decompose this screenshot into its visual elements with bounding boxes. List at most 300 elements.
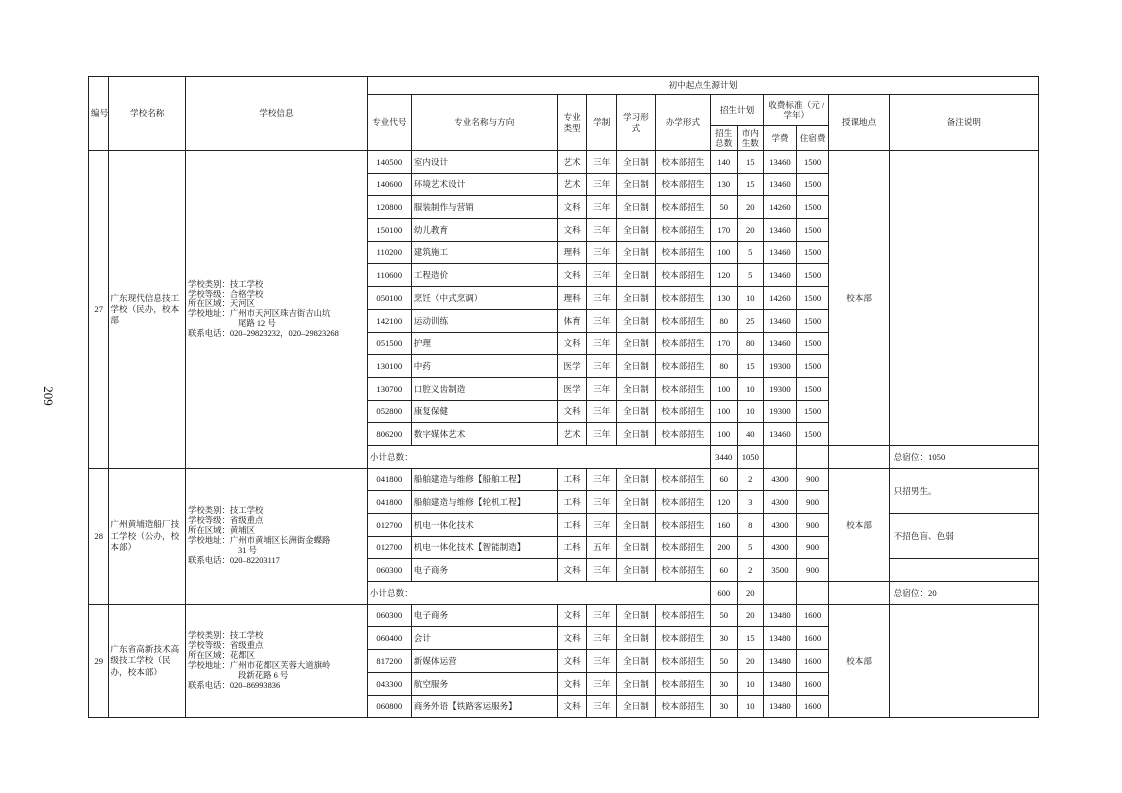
run-form: 校本部招生 bbox=[655, 264, 710, 287]
major-type: 工科 bbox=[557, 491, 587, 514]
dorm-fee: 1500 bbox=[796, 400, 829, 423]
major-code: 012700 bbox=[367, 536, 411, 559]
run-form: 校本部招生 bbox=[655, 377, 710, 400]
major-code: 110600 bbox=[367, 264, 411, 287]
table-row bbox=[89, 604, 1039, 627]
school-info-line: 学校地址：广州市花都区芙蓉大道旗岭 bbox=[188, 660, 331, 670]
dorm-fee: 1500 bbox=[796, 309, 829, 332]
duration: 三年 bbox=[587, 604, 617, 627]
major-type: 文科 bbox=[557, 332, 587, 355]
run-form: 校本部招生 bbox=[655, 695, 710, 718]
tuition: 13460 bbox=[764, 151, 797, 174]
major-name: 服装制作与营销 bbox=[411, 196, 557, 219]
enroll-total: 50 bbox=[710, 196, 737, 219]
subtotal-empty bbox=[829, 445, 889, 468]
duration: 三年 bbox=[587, 559, 617, 582]
major-code: 060300 bbox=[367, 559, 411, 582]
major-name: 工程造价 bbox=[411, 264, 557, 287]
tuition: 13460 bbox=[764, 241, 797, 264]
study-form: 全日制 bbox=[617, 173, 656, 196]
major-type: 艺术 bbox=[557, 151, 587, 174]
enroll-city: 10 bbox=[737, 672, 764, 695]
header-major-code: 专业代号 bbox=[367, 95, 411, 151]
major-code: 130100 bbox=[367, 355, 411, 378]
run-form: 校本部招生 bbox=[655, 491, 710, 514]
school-info-line: 联系电话：020–29823232，020–29823268 bbox=[188, 329, 339, 339]
subtotal-empty bbox=[764, 582, 797, 605]
header-location: 授课地点 bbox=[829, 95, 889, 151]
study-form: 全日制 bbox=[617, 695, 656, 718]
major-type: 理科 bbox=[557, 287, 587, 310]
major-name: 室内设计 bbox=[411, 151, 557, 174]
major-name: 运动训练 bbox=[411, 309, 557, 332]
run-form: 校本部招生 bbox=[655, 536, 710, 559]
study-form: 全日制 bbox=[617, 468, 656, 491]
major-name: 数字媒体艺术 bbox=[411, 423, 557, 446]
enroll-city: 20 bbox=[737, 604, 764, 627]
major-name: 船舶建造与维修【船舶工程】 bbox=[411, 468, 557, 491]
school-number: 27 bbox=[89, 151, 109, 469]
duration: 三年 bbox=[587, 650, 617, 673]
enroll-total: 100 bbox=[710, 377, 737, 400]
dorm-fee: 900 bbox=[796, 559, 829, 582]
school-info-line: 所在区域：黄埔区 bbox=[188, 526, 256, 536]
enroll-city: 3 bbox=[737, 491, 764, 514]
enroll-city: 10 bbox=[737, 695, 764, 718]
tuition: 13460 bbox=[764, 264, 797, 287]
major-type: 文科 bbox=[557, 604, 587, 627]
header-major-name: 专业名称与方向 bbox=[411, 95, 557, 151]
major-type: 工科 bbox=[557, 514, 587, 537]
header-plan: 初中起点生源计划 bbox=[367, 77, 1038, 95]
tuition: 4300 bbox=[764, 536, 797, 559]
tuition: 19300 bbox=[764, 377, 797, 400]
run-form: 校本部招生 bbox=[655, 241, 710, 264]
enroll-city: 10 bbox=[737, 377, 764, 400]
enroll-city: 80 bbox=[737, 332, 764, 355]
major-code: 806200 bbox=[367, 423, 411, 446]
study-form: 全日制 bbox=[617, 241, 656, 264]
major-name: 建筑施工 bbox=[411, 241, 557, 264]
enroll-total: 130 bbox=[710, 173, 737, 196]
school-info-line: 学校等级：省级重点 bbox=[188, 516, 264, 526]
enroll-city: 20 bbox=[737, 196, 764, 219]
table-row bbox=[89, 468, 1039, 491]
duration: 三年 bbox=[587, 400, 617, 423]
duration: 三年 bbox=[587, 196, 617, 219]
header-run-form: 办学形式 bbox=[655, 95, 710, 151]
header-enroll-plan: 招生计划 bbox=[710, 95, 763, 126]
header-enroll-total: 招生总数 bbox=[710, 126, 737, 151]
duration: 三年 bbox=[587, 173, 617, 196]
enroll-city: 15 bbox=[737, 173, 764, 196]
enroll-total: 160 bbox=[710, 514, 737, 537]
dorm-fee: 1600 bbox=[796, 695, 829, 718]
table-row bbox=[89, 151, 1039, 174]
dorm-fee: 900 bbox=[796, 536, 829, 559]
duration: 三年 bbox=[587, 332, 617, 355]
study-form: 全日制 bbox=[617, 219, 656, 242]
enrollment-table bbox=[88, 76, 1039, 718]
major-type: 文科 bbox=[557, 400, 587, 423]
major-type: 文科 bbox=[557, 650, 587, 673]
tuition: 13480 bbox=[764, 627, 797, 650]
enroll-total: 30 bbox=[710, 672, 737, 695]
enroll-city: 5 bbox=[737, 536, 764, 559]
major-code: 060400 bbox=[367, 627, 411, 650]
study-form: 全日制 bbox=[617, 355, 656, 378]
major-code: 140600 bbox=[367, 173, 411, 196]
duration: 三年 bbox=[587, 355, 617, 378]
enroll-city: 2 bbox=[737, 468, 764, 491]
school-info bbox=[186, 468, 368, 604]
study-form: 全日制 bbox=[617, 650, 656, 673]
teaching-location: 校本部 bbox=[829, 151, 889, 446]
dorm-fee: 1600 bbox=[796, 627, 829, 650]
major-code: 142100 bbox=[367, 309, 411, 332]
school-info-line: 学校类别：技工学校 bbox=[188, 506, 264, 516]
enroll-city: 15 bbox=[737, 355, 764, 378]
duration: 三年 bbox=[587, 627, 617, 650]
run-form: 校本部招生 bbox=[655, 672, 710, 695]
remark-note: 不招色盲、色弱 bbox=[889, 514, 1038, 559]
enroll-total: 60 bbox=[710, 468, 737, 491]
dorm-fee: 1500 bbox=[796, 332, 829, 355]
run-form: 校本部招生 bbox=[655, 355, 710, 378]
header-school-info: 学校信息 bbox=[186, 77, 368, 151]
study-form: 全日制 bbox=[617, 400, 656, 423]
duration: 三年 bbox=[587, 377, 617, 400]
enroll-total: 100 bbox=[710, 400, 737, 423]
major-name: 会计 bbox=[411, 627, 557, 650]
major-name: 护理 bbox=[411, 332, 557, 355]
study-form: 全日制 bbox=[617, 264, 656, 287]
duration: 三年 bbox=[587, 695, 617, 718]
tuition: 4300 bbox=[764, 468, 797, 491]
major-type: 理科 bbox=[557, 241, 587, 264]
enroll-city: 8 bbox=[737, 514, 764, 537]
enroll-total: 80 bbox=[710, 309, 737, 332]
dorm-fee: 1500 bbox=[796, 264, 829, 287]
enroll-total: 170 bbox=[710, 219, 737, 242]
major-name: 机电一体化技术【智能制造】 bbox=[411, 536, 557, 559]
major-type: 艺术 bbox=[557, 173, 587, 196]
dorm-fee: 1500 bbox=[796, 241, 829, 264]
major-code: 817200 bbox=[367, 650, 411, 673]
major-type: 工科 bbox=[557, 536, 587, 559]
school-info-line: 尾路 12 号 bbox=[238, 319, 276, 329]
run-form: 校本部招生 bbox=[655, 173, 710, 196]
header-index: 编号 bbox=[89, 77, 109, 151]
study-form: 全日制 bbox=[617, 151, 656, 174]
enroll-total: 50 bbox=[710, 650, 737, 673]
enroll-city: 20 bbox=[737, 650, 764, 673]
major-name: 康复保健 bbox=[411, 400, 557, 423]
major-type: 文科 bbox=[557, 672, 587, 695]
study-form: 全日制 bbox=[617, 377, 656, 400]
tuition: 13460 bbox=[764, 423, 797, 446]
tuition: 4300 bbox=[764, 491, 797, 514]
major-code: 110200 bbox=[367, 241, 411, 264]
enroll-total: 60 bbox=[710, 559, 737, 582]
subtotal-remark: 总宿位：1050 bbox=[889, 445, 1038, 468]
tuition: 13460 bbox=[764, 219, 797, 242]
major-name: 环境艺术设计 bbox=[411, 173, 557, 196]
dorm-fee: 1500 bbox=[796, 196, 829, 219]
major-code: 120800 bbox=[367, 196, 411, 219]
run-form: 校本部招生 bbox=[655, 604, 710, 627]
major-code: 060800 bbox=[367, 695, 411, 718]
subtotal-remark: 总宿位：20 bbox=[889, 582, 1038, 605]
duration: 三年 bbox=[587, 219, 617, 242]
dorm-fee: 900 bbox=[796, 514, 829, 537]
tuition: 14260 bbox=[764, 196, 797, 219]
study-form: 全日制 bbox=[617, 423, 656, 446]
header-duration: 学制 bbox=[587, 95, 617, 151]
major-name: 商务外语【铁路客运服务】 bbox=[411, 695, 557, 718]
run-form: 校本部招生 bbox=[655, 650, 710, 673]
school-info-line: 所在区域：天河区 bbox=[188, 299, 256, 309]
remark-note bbox=[889, 559, 1038, 582]
enroll-total: 120 bbox=[710, 264, 737, 287]
teaching-location: 校本部 bbox=[829, 468, 889, 581]
major-name: 机电一体化技术 bbox=[411, 514, 557, 537]
dorm-fee: 1500 bbox=[796, 355, 829, 378]
enroll-city: 5 bbox=[737, 264, 764, 287]
major-type: 文科 bbox=[557, 264, 587, 287]
header-tuition: 学费 bbox=[764, 126, 797, 151]
dorm-fee: 1600 bbox=[796, 650, 829, 673]
major-name: 新媒体运营 bbox=[411, 650, 557, 673]
run-form: 校本部招生 bbox=[655, 400, 710, 423]
school-info-line: 所在区域：花都区 bbox=[188, 651, 256, 661]
major-code: 052800 bbox=[367, 400, 411, 423]
major-code: 140500 bbox=[367, 151, 411, 174]
header-study-form: 学习形式 bbox=[617, 95, 656, 151]
enroll-city: 25 bbox=[737, 309, 764, 332]
major-code: 050100 bbox=[367, 287, 411, 310]
major-name: 电子商务 bbox=[411, 559, 557, 582]
major-name: 中药 bbox=[411, 355, 557, 378]
duration: 三年 bbox=[587, 514, 617, 537]
major-name: 烹饪（中式烹调） bbox=[411, 287, 557, 310]
school-info bbox=[186, 151, 368, 469]
dorm-fee: 900 bbox=[796, 468, 829, 491]
dorm-fee: 900 bbox=[796, 491, 829, 514]
enroll-city: 40 bbox=[737, 423, 764, 446]
enroll-total: 130 bbox=[710, 287, 737, 310]
school-info-line: 联系电话：020–86993836 bbox=[188, 680, 281, 690]
major-type: 医学 bbox=[557, 355, 587, 378]
major-type: 文科 bbox=[557, 695, 587, 718]
major-code: 041800 bbox=[367, 491, 411, 514]
enroll-city: 10 bbox=[737, 287, 764, 310]
school-name: 广州黄埔造船厂技工学校（公办，校本部） bbox=[109, 468, 186, 604]
study-form: 全日制 bbox=[617, 672, 656, 695]
duration: 三年 bbox=[587, 468, 617, 491]
subtotal-total: 600 bbox=[710, 582, 737, 605]
duration: 三年 bbox=[587, 287, 617, 310]
study-form: 全日制 bbox=[617, 287, 656, 310]
major-code: 041800 bbox=[367, 468, 411, 491]
major-type: 文科 bbox=[557, 219, 587, 242]
remark-note: 只招男生。 bbox=[889, 468, 1038, 513]
enroll-total: 170 bbox=[710, 332, 737, 355]
school-info-line: 31 号 bbox=[238, 546, 257, 556]
subtotal-empty bbox=[796, 445, 829, 468]
subtotal-total: 3440 bbox=[710, 445, 737, 468]
study-form: 全日制 bbox=[617, 604, 656, 627]
tuition: 13480 bbox=[764, 650, 797, 673]
enroll-city: 15 bbox=[737, 151, 764, 174]
subtotal-label: 小计总数： bbox=[367, 445, 710, 468]
enroll-total: 100 bbox=[710, 423, 737, 446]
enroll-city: 10 bbox=[737, 400, 764, 423]
tuition: 3500 bbox=[764, 559, 797, 582]
enroll-total: 120 bbox=[710, 491, 737, 514]
run-form: 校本部招生 bbox=[655, 332, 710, 355]
run-form: 校本部招生 bbox=[655, 151, 710, 174]
subtotal-city: 20 bbox=[737, 582, 764, 605]
duration: 三年 bbox=[587, 672, 617, 695]
school-info-line: 学校地址：广州市黄埔区长洲街金蝶路 bbox=[188, 536, 331, 546]
major-name: 航空服务 bbox=[411, 672, 557, 695]
tuition: 13480 bbox=[764, 695, 797, 718]
run-form: 校本部招生 bbox=[655, 196, 710, 219]
header-remark: 备注说明 bbox=[889, 95, 1038, 151]
duration: 三年 bbox=[587, 241, 617, 264]
major-type: 医学 bbox=[557, 377, 587, 400]
header-dorm-fee: 住宿费 bbox=[796, 126, 829, 151]
tuition: 14260 bbox=[764, 287, 797, 310]
study-form: 全日制 bbox=[617, 309, 656, 332]
school-info-line: 学校类别：技工学校 bbox=[188, 631, 264, 641]
header-fee-standard: 收费标准（元 / 学年） bbox=[764, 95, 829, 126]
major-type: 艺术 bbox=[557, 423, 587, 446]
run-form: 校本部招生 bbox=[655, 423, 710, 446]
major-type: 工科 bbox=[557, 468, 587, 491]
dorm-fee: 1500 bbox=[796, 287, 829, 310]
school-info-line: 学校地址：广州市天河区珠吉街吉山坑 bbox=[188, 309, 331, 319]
major-type: 文科 bbox=[557, 559, 587, 582]
tuition: 13460 bbox=[764, 309, 797, 332]
tuition: 19300 bbox=[764, 400, 797, 423]
run-form: 校本部招生 bbox=[655, 468, 710, 491]
enroll-total: 80 bbox=[710, 355, 737, 378]
enroll-city: 2 bbox=[737, 559, 764, 582]
header-major-type: 专业类型 bbox=[557, 95, 587, 151]
school-info-line: 联系电话：020–82203117 bbox=[188, 556, 280, 565]
duration: 三年 bbox=[587, 309, 617, 332]
tuition: 4300 bbox=[764, 514, 797, 537]
tuition: 13460 bbox=[764, 173, 797, 196]
major-code: 060300 bbox=[367, 604, 411, 627]
study-form: 全日制 bbox=[617, 627, 656, 650]
school-info-line: 学校类别：技工学校 bbox=[188, 279, 264, 289]
study-form: 全日制 bbox=[617, 332, 656, 355]
major-type: 文科 bbox=[557, 627, 587, 650]
run-form: 校本部招生 bbox=[655, 627, 710, 650]
duration: 三年 bbox=[587, 151, 617, 174]
enroll-total: 50 bbox=[710, 604, 737, 627]
enroll-total: 30 bbox=[710, 695, 737, 718]
school-info-line: 学校等级：省级重点 bbox=[188, 641, 264, 651]
remark-note bbox=[889, 151, 1038, 446]
tuition: 13480 bbox=[764, 604, 797, 627]
enroll-city: 5 bbox=[737, 241, 764, 264]
major-code: 150100 bbox=[367, 219, 411, 242]
dorm-fee: 1500 bbox=[796, 173, 829, 196]
subtotal-city: 1050 bbox=[737, 445, 764, 468]
school-name: 广东现代信息技工学校（民办，校本部 bbox=[109, 151, 186, 469]
subtotal-empty bbox=[764, 445, 797, 468]
duration: 三年 bbox=[587, 491, 617, 514]
study-form: 全日制 bbox=[617, 559, 656, 582]
teaching-location: 校本部 bbox=[829, 604, 889, 717]
major-name: 幼儿教育 bbox=[411, 219, 557, 242]
major-type: 文科 bbox=[557, 196, 587, 219]
school-number: 28 bbox=[89, 468, 109, 604]
study-form: 全日制 bbox=[617, 514, 656, 537]
duration: 三年 bbox=[587, 423, 617, 446]
duration: 五年 bbox=[587, 536, 617, 559]
study-form: 全日制 bbox=[617, 536, 656, 559]
dorm-fee: 1500 bbox=[796, 219, 829, 242]
school-info-line: 段新花路 6 号 bbox=[238, 670, 289, 680]
major-type: 体育 bbox=[557, 309, 587, 332]
major-code: 051500 bbox=[367, 332, 411, 355]
dorm-fee: 1500 bbox=[796, 151, 829, 174]
school-number: 29 bbox=[89, 604, 109, 717]
enroll-total: 200 bbox=[710, 536, 737, 559]
subtotal-label: 小计总数： bbox=[367, 582, 710, 605]
header-school-name: 学校名称 bbox=[109, 77, 186, 151]
school-info-line: 学校等级：合格学校 bbox=[188, 289, 264, 299]
major-code: 130700 bbox=[367, 377, 411, 400]
subtotal-empty bbox=[829, 582, 889, 605]
tuition: 13480 bbox=[764, 672, 797, 695]
school-info bbox=[186, 604, 368, 717]
study-form: 全日制 bbox=[617, 196, 656, 219]
subtotal-empty bbox=[796, 582, 829, 605]
dorm-fee: 1600 bbox=[796, 672, 829, 695]
enroll-total: 30 bbox=[710, 627, 737, 650]
major-name: 电子商务 bbox=[411, 604, 557, 627]
run-form: 校本部招生 bbox=[655, 559, 710, 582]
tuition: 13460 bbox=[764, 332, 797, 355]
duration: 三年 bbox=[587, 264, 617, 287]
page-number: 209 bbox=[41, 386, 56, 406]
dorm-fee: 1500 bbox=[796, 377, 829, 400]
tuition: 19300 bbox=[764, 355, 797, 378]
enroll-total: 140 bbox=[710, 151, 737, 174]
study-form: 全日制 bbox=[617, 491, 656, 514]
run-form: 校本部招生 bbox=[655, 219, 710, 242]
major-code: 043300 bbox=[367, 672, 411, 695]
enroll-total: 100 bbox=[710, 241, 737, 264]
major-name: 船舶建造与维修【轮机工程】 bbox=[411, 491, 557, 514]
run-form: 校本部招生 bbox=[655, 287, 710, 310]
header-enroll-city: 市内生数 bbox=[737, 126, 764, 151]
dorm-fee: 1600 bbox=[796, 604, 829, 627]
run-form: 校本部招生 bbox=[655, 514, 710, 537]
school-name: 广东省高新技术高级技工学校（民办，校本部） bbox=[109, 604, 186, 717]
dorm-fee: 1500 bbox=[796, 423, 829, 446]
enroll-city: 15 bbox=[737, 627, 764, 650]
remark-note bbox=[889, 604, 1038, 717]
major-name: 口腔义齿制造 bbox=[411, 377, 557, 400]
enroll-city: 20 bbox=[737, 219, 764, 242]
